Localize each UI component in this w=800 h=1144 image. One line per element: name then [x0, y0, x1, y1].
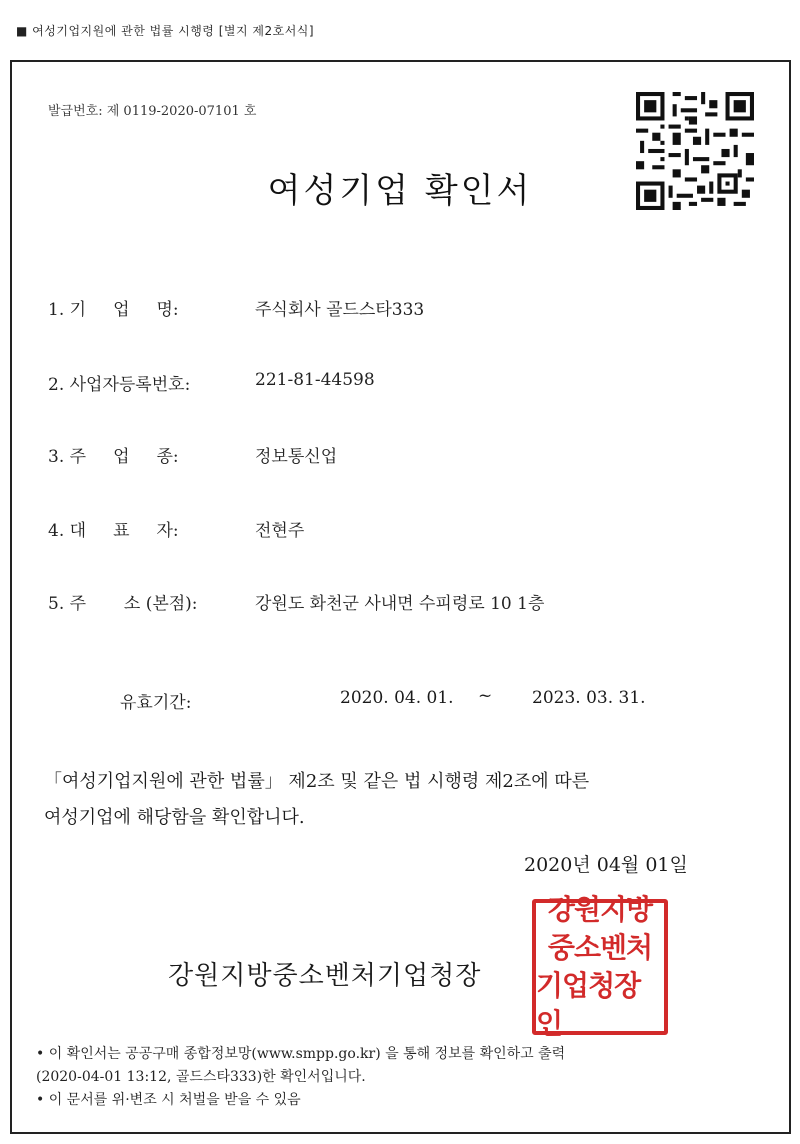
note-line-2: (2020-04-01 13:12, 골드스타333)한 확인서입니다. [36, 1069, 366, 1085]
statement-line-1: 「여성기업지원에 관한 법률」 제2조 및 같은 법 시행령 제2조에 따른 [44, 771, 590, 792]
form-header-text: 여성기업지원에 관한 법률 시행령 [별지 제2호서식] [32, 24, 315, 38]
field-value: 221-81-44598 [255, 370, 375, 390]
seal-line-2: 중소벤처 [547, 931, 653, 964]
field-value: 주식회사 골드스타333 [255, 300, 425, 320]
official-seal [532, 893, 668, 1040]
statement-line-2: 여성기업에 해당함을 확인합니다. [44, 807, 305, 828]
document-title: 여성기업 확인서 [267, 171, 533, 211]
field-value: 전현주 [255, 521, 305, 541]
note-line-3: • 이 문서를 위·변조 시 처벌을 받을 수 있음 [36, 1092, 301, 1108]
form-header [16, 22, 314, 39]
field-value: 정보통신업 [255, 447, 338, 467]
field-label: 3. 주 업 종: [48, 447, 179, 467]
seal-line-3: 기업청장인 [536, 969, 641, 1040]
field-label: 5. 주 소 (본점): [48, 594, 198, 614]
seal-line-1: 강원지방 [547, 893, 653, 926]
validity-separator: ~ [478, 686, 493, 706]
field-value: 강원도 화천군 사내면 수피령로 10 1층 [255, 594, 545, 614]
note-line-1: • 이 확인서는 공공구매 종합정보망(www.smpp.go.kr) 을 통해 정보를 확인하고 출력 [36, 1046, 566, 1062]
validity-end-date: 2023. 03. 31. [532, 688, 646, 708]
issue-date: 2020년 04월 01일 [524, 854, 688, 876]
field-label: 4. 대 표 자: [48, 521, 179, 541]
field-label: 1. 기 업 명: [48, 300, 179, 320]
issuer-name: 강원지방중소벤처기업청장 [168, 961, 482, 991]
validity-start-date: 2020. 04. 01. [340, 688, 454, 708]
validity-label: 유효기간: [120, 693, 192, 713]
form-marker: ■ [16, 24, 28, 38]
issue-number: 발급번호: 제 0119-2020-07101 호 [48, 104, 257, 119]
field-label: 2. 사업자등록번호: [48, 375, 191, 395]
